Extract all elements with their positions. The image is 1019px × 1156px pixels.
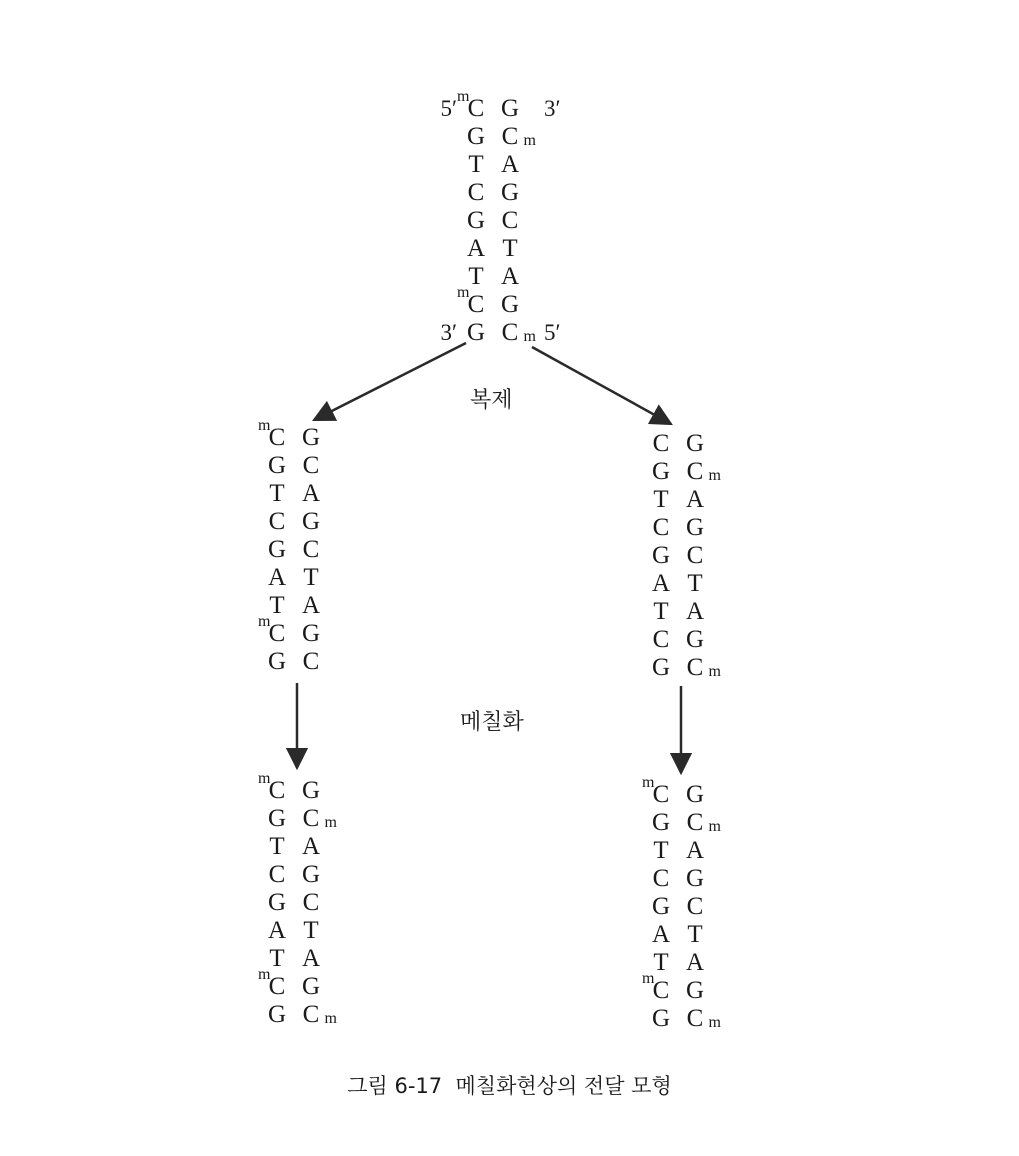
base-pair-row	[268, 861, 321, 889]
base: G	[466, 319, 486, 346]
base-pair-row	[653, 837, 705, 865]
methylated-base: C m	[683, 809, 707, 837]
base: G	[466, 207, 486, 234]
base: G	[500, 291, 520, 318]
base: A	[651, 921, 671, 948]
base: A	[267, 917, 287, 944]
base: G	[685, 865, 705, 892]
base-pair-row	[651, 654, 704, 682]
base-pair-row	[466, 319, 519, 347]
methylated-base: C m	[683, 458, 707, 486]
base-pair-row	[267, 564, 319, 592]
base-pair-row	[653, 598, 705, 626]
base-pair-row	[269, 592, 321, 620]
base: G	[651, 458, 671, 485]
base: T	[269, 592, 285, 619]
base-pair-row	[651, 809, 704, 837]
base: G	[651, 893, 671, 920]
base: T	[653, 949, 669, 976]
base-pair-row	[652, 977, 705, 1005]
base-pair-row	[652, 781, 705, 809]
base: G	[651, 809, 671, 836]
base-pair-row	[653, 949, 705, 977]
base: G	[685, 781, 705, 808]
base-pair-row	[467, 291, 520, 319]
base: C	[268, 508, 286, 535]
base-pair-row	[269, 945, 321, 973]
methylation-label: 메칠화	[460, 710, 524, 735]
base: G	[267, 536, 287, 563]
base: A	[466, 235, 486, 262]
dna-duplex-replicated-left	[267, 424, 321, 675]
base: G	[301, 861, 321, 888]
base: C	[302, 536, 320, 563]
methylated-base: C m	[299, 1001, 323, 1029]
base: G	[301, 508, 321, 535]
base-pair-row	[652, 626, 705, 654]
base: C	[268, 861, 286, 888]
replication-label: 복제	[470, 388, 513, 413]
base: A	[685, 598, 705, 625]
methylated-base: C m	[683, 1005, 707, 1033]
base-pair-row	[267, 889, 320, 917]
base: G	[651, 1005, 671, 1032]
base: G	[301, 777, 321, 804]
base-pair-row	[268, 973, 321, 1001]
base: T	[687, 570, 703, 597]
base-pair-row	[466, 123, 519, 151]
base: C	[686, 893, 704, 920]
base: G	[500, 179, 520, 206]
base-pair-row	[268, 424, 321, 452]
base-pair-row	[467, 95, 520, 123]
base: C	[652, 865, 670, 892]
base: T	[468, 263, 484, 290]
base: T	[269, 833, 285, 860]
base: A	[301, 592, 321, 619]
figure-caption: 그림 6-17 메칠화현상의 전달 모형	[347, 1074, 672, 1098]
base: A	[301, 945, 321, 972]
base: A	[500, 263, 520, 290]
base-pair-row	[653, 486, 705, 514]
methylated-base: C m	[498, 319, 522, 347]
base: G	[267, 648, 287, 675]
base: A	[301, 480, 321, 507]
base: G	[685, 626, 705, 653]
base: G	[301, 973, 321, 1000]
strand-end-label: 3′	[440, 320, 457, 345]
base: T	[269, 480, 285, 507]
base: G	[685, 514, 705, 541]
base-pair-row	[652, 514, 705, 542]
base-pair-row	[267, 805, 320, 833]
base-pair-row	[651, 458, 704, 486]
base: T	[468, 151, 484, 178]
methylated-base: m C	[265, 777, 289, 805]
strand-end-label: 5′	[440, 96, 457, 121]
base: G	[267, 1001, 287, 1028]
base-pair-row	[651, 570, 703, 598]
methylated-base: m C	[265, 973, 289, 1001]
methylated-base: m C	[265, 620, 289, 648]
base: C	[302, 648, 320, 675]
base: T	[303, 917, 319, 944]
base: C	[652, 626, 670, 653]
methylated-base: m C	[649, 977, 673, 1005]
base-pair-row	[651, 542, 704, 570]
dna-duplex-methylated-left	[267, 777, 321, 1028]
base: C	[302, 452, 320, 479]
base-pair-row	[267, 1001, 320, 1029]
base: G	[651, 542, 671, 569]
base: T	[502, 235, 518, 262]
methylated-base: C m	[299, 805, 323, 833]
base-pair-row	[267, 536, 320, 564]
base: C	[686, 542, 704, 569]
methylated-base: m C	[464, 95, 488, 123]
base: C	[652, 514, 670, 541]
base: G	[651, 654, 671, 681]
methylated-base: m C	[265, 424, 289, 452]
base: A	[500, 151, 520, 178]
base-pair-row	[268, 620, 321, 648]
methylated-base: C m	[683, 654, 707, 682]
base-pair-row	[269, 480, 321, 508]
base-pair-row	[651, 1005, 704, 1033]
base: G	[500, 95, 520, 122]
base-pair-row	[652, 865, 705, 893]
base: T	[269, 945, 285, 972]
base-pair-row	[269, 833, 321, 861]
base-pair-row	[267, 452, 320, 480]
base: G	[685, 977, 705, 1004]
base: C	[652, 430, 670, 457]
base: T	[303, 564, 319, 591]
dna-duplex-parent	[440, 95, 561, 346]
base: G	[301, 620, 321, 647]
base-pair-row	[652, 430, 705, 458]
base-pair-row	[651, 893, 704, 921]
base: G	[685, 430, 705, 457]
base: T	[687, 921, 703, 948]
base: A	[301, 833, 321, 860]
methylated-base: m C	[649, 781, 673, 809]
strand-end-label: 3′	[544, 96, 561, 121]
base: C	[467, 179, 485, 206]
base-pair-row	[267, 648, 320, 676]
base: T	[653, 837, 669, 864]
base: A	[685, 949, 705, 976]
base: A	[685, 486, 705, 513]
base: T	[653, 486, 669, 513]
base: G	[267, 805, 287, 832]
strand-end-label: 5′	[544, 320, 561, 345]
base: G	[267, 889, 287, 916]
base: A	[651, 570, 671, 597]
dna-duplex-replicated-right	[651, 430, 705, 681]
base-pair-row	[268, 777, 321, 805]
base-pair-row	[467, 179, 520, 207]
replication-arrow-right	[532, 347, 671, 424]
base: A	[685, 837, 705, 864]
base: C	[501, 207, 519, 234]
base: G	[301, 424, 321, 451]
methylated-base: C m	[498, 123, 522, 151]
dna-duplex-methylated-right	[651, 781, 705, 1032]
base: G	[466, 123, 486, 150]
base: G	[267, 452, 287, 479]
base-pair-row	[267, 917, 319, 945]
base-pair-row	[268, 508, 321, 536]
methylated-base: m C	[464, 291, 488, 319]
base: C	[302, 889, 320, 916]
base-pair-row	[466, 235, 518, 263]
base: A	[267, 564, 287, 591]
base-pair-row	[466, 207, 519, 235]
base: T	[653, 598, 669, 625]
replication-arrow-left	[314, 343, 466, 420]
base-pair-row	[468, 263, 520, 291]
base-pair-row	[468, 151, 520, 179]
base-pair-row	[651, 921, 703, 949]
